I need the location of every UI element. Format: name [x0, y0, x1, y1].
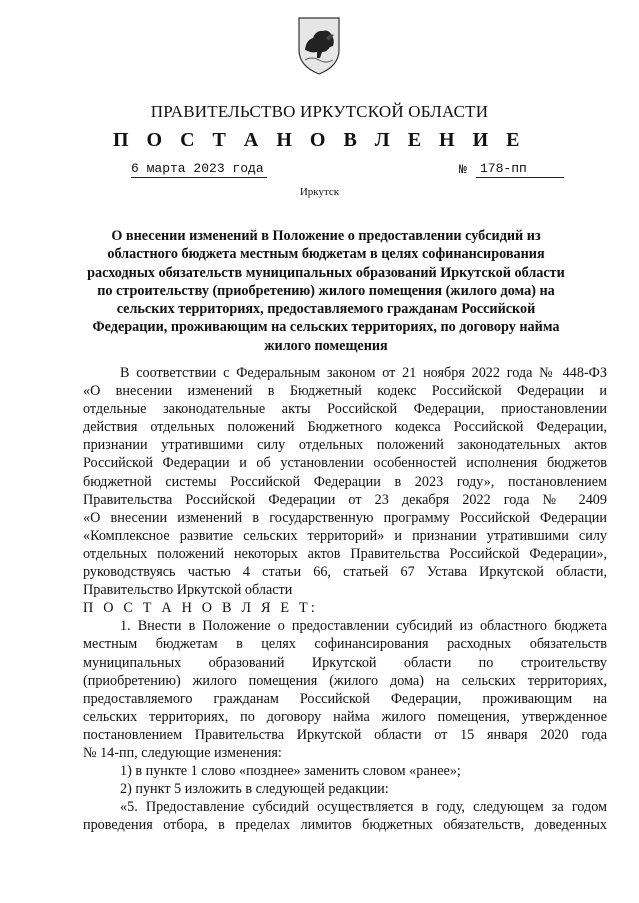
body-line: постановлением Правительства Иркутской области от 15 января 2020 года	[83, 726, 607, 743]
organization-name: ПРАВИТЕЛЬСТВО ИРКУТСКОЙ ОБЛАСТИ	[150, 102, 489, 121]
body-line: местным бюджетам в целях софинансирования расходных обязательств	[83, 636, 607, 653]
body-line: В соответствии с Федеральным законом от 21 ноября 2022 года № 448-ФЗ	[120, 365, 607, 381]
body-line: 1) в пункте 1 слово «позднее» заменить словом «ранее»;	[120, 763, 461, 780]
resolution-word: П О С Т А Н О В Л Я Е Т:	[83, 600, 318, 617]
title-line: сельских территориях, предоставляемого гражданам Российской	[116, 301, 536, 318]
body-line: «5. Предоставление субсидий осуществляется в году, следующем за годом	[120, 799, 607, 816]
coat-of-arms-emblem	[296, 16, 342, 76]
title-line: О внесении изменений в Положение о предоставлении субсидий из	[111, 228, 541, 244]
body-line: № 14-пп, следующие изменения:	[83, 744, 282, 761]
body-line: «Комплексное развитие сельских территорий» и признании утратившими силу	[83, 527, 607, 544]
body-line: «О внесении изменений в государственную программу Российской Федерации	[83, 509, 607, 526]
body-line: отдельные законодательные акты Российской Федерации, приостановлении	[83, 401, 607, 418]
body-line: предоставляемого гражданам Российской Федерации, проживающим на	[83, 690, 607, 707]
title-line: расходных обязательств муниципальных образований Иркутской области	[87, 264, 565, 281]
title-line: Федерации, проживающим на сельских территориях, по договору найма	[92, 319, 560, 336]
document-title	[84, 227, 568, 355]
document-number: 178-пп	[476, 161, 564, 178]
body-line: Правительства Российской Федерации от 23 декабря 2022 года № 2409	[83, 491, 607, 508]
body-line: 2) пункт 5 изложить в следующей редакции:	[120, 781, 389, 798]
body-line: действия отдельных положений Бюджетного кодекса Российской Федерации,	[83, 419, 607, 436]
body-line: признании утратившими силу отдельных положений законодательных актов	[83, 437, 607, 454]
document-type: П О С Т А Н О В Л Е Н И Е	[113, 129, 526, 151]
title-line: жилого помещения	[264, 337, 388, 354]
body-line: бюджетной системы Российской Федерации в 2023 году», постановлением	[83, 473, 607, 490]
title-line: по строительству (приобретению) жилого помещения (жилого дома) на	[97, 282, 555, 299]
body-line: «О внесении изменений в Бюджетный кодекс Российской Федерации и	[83, 383, 607, 400]
title-line: областного бюджета местным бюджетам в целях софинансирования	[107, 246, 545, 263]
body-line: (приобретению) жилого помещения (жилого дома) на сельских территориях,	[83, 672, 607, 689]
body-line: руководствуясь частью 4 статьи 66, статьей 67 Устава Иркутской области,	[83, 564, 607, 581]
body-line: Российской Федерации и об установлении особенностей исполнения бюджетов	[83, 455, 607, 472]
body-line: проведения отбора, в пределах лимитов бюджетных обязательств, доведенных	[83, 817, 607, 834]
city-name: Иркутск	[299, 186, 340, 198]
body-line: Правительство Иркутской области	[83, 582, 293, 599]
document-body	[83, 364, 607, 834]
body-line: отдельных положений некоторых актов Правительства Российской Федерации»,	[83, 545, 607, 562]
body-line: муниципальных образований Иркутской области по строительству	[83, 654, 607, 671]
document-date: 6 марта 2023 года	[131, 161, 267, 178]
body-line: сельских территориях, по договору найма жилого помещения, утвержденное	[83, 708, 607, 725]
number-sign: №	[459, 162, 467, 177]
body-line: 1. Внести в Положение о предоставлении субсидий из областного бюджета	[120, 618, 607, 635]
